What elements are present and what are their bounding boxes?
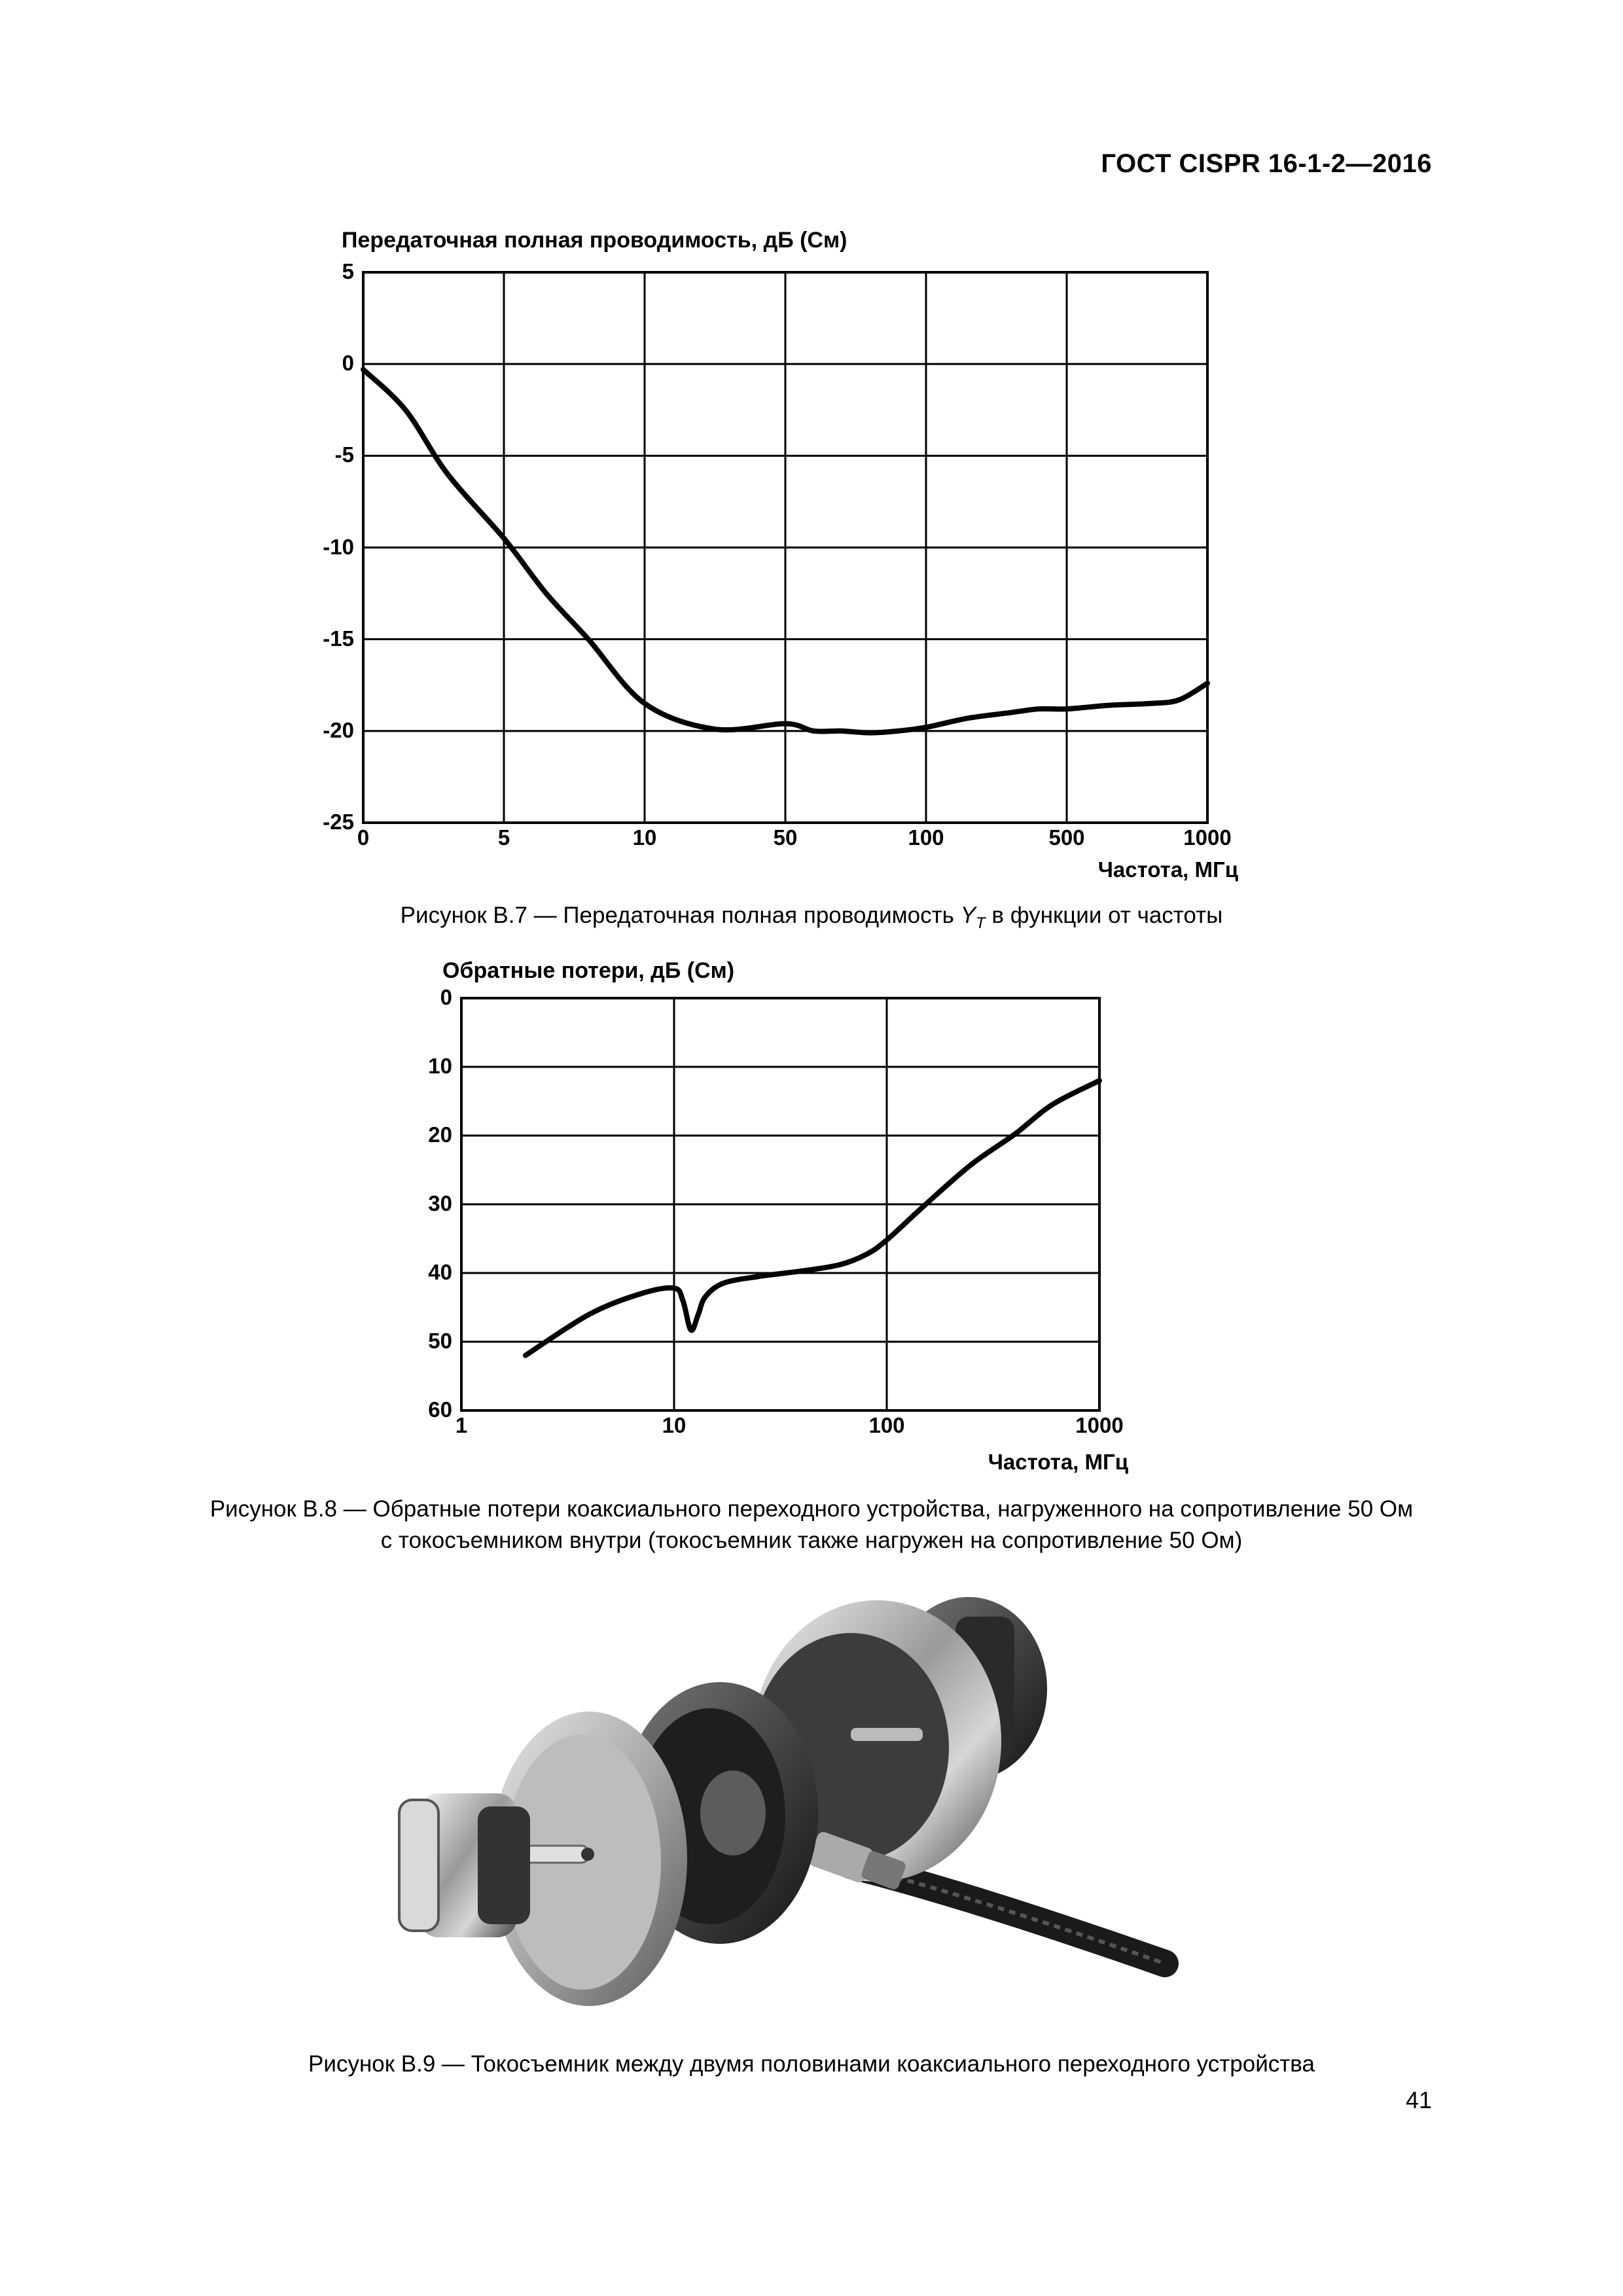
page-number: 41 [1405,2087,1432,2113]
figure-b7-caption [0,900,1623,939]
chart1-y-tick-label: 0 [342,351,354,376]
chart1-x-tick-label: 50 [773,825,798,850]
figure-b7-caption-suffix: в функции от частоты [985,903,1223,928]
chart1-x-tick-label: 500 [1048,825,1085,850]
chart1-x-tick-label: 1000 [1183,825,1232,850]
chart1-y-tick-label: -5 [334,442,354,467]
chart1-title: Передаточная полная проводимость, дБ (См) [342,228,847,253]
chart1-x-tick-label: 10 [632,825,657,850]
chart1-y-tick-label: -10 [323,534,354,559]
chart1-plot [353,262,1217,825]
chart2-y-tick-label: 30 [428,1191,452,1215]
figure-b8-caption-line2: с токосъемником внутри (токосъемник также нагружен на сопротивление 50 Ом) [380,1528,1243,1553]
chart1-y-tick-label: 5 [342,259,354,283]
chart1-y-tick-label: -20 [323,717,354,742]
chart1-y-tick-label: -25 [323,810,354,834]
chart1-x-tick-label: 100 [908,825,944,850]
chart2-y-tick-label: 20 [428,1122,452,1147]
chart2-x-tick-label: 1 [455,1413,468,1437]
figure-b7-caption-subscript: T [976,914,986,932]
chart1-grid [363,272,1207,823]
chart2-y-tick-label: 10 [428,1054,452,1078]
chart1-x-tick-label: 5 [497,825,510,850]
chart2-y-tick-label: 50 [428,1329,452,1353]
chart2-plot [452,988,1106,1420]
chart1-xlabel: Частота, МГц [1097,857,1238,882]
chart2-x-tick-label: 10 [662,1413,687,1437]
chart2-series-line [526,1081,1099,1355]
figure-b9-caption: Рисунок B.9 — Токосъемник между двумя половинами коаксиального переходного устройства [308,2051,1315,2077]
chart2-y-tick-label: 0 [440,985,452,1009]
figure-b7-caption-prefix: Рисунок B.7 — Передаточная полная проводимость [400,903,961,928]
chart2-x-tick-label: 1000 [1075,1413,1124,1437]
chart2-y-tick-label: 40 [428,1260,452,1284]
figure-b7-caption-symbol: Y [960,903,976,928]
chart2-title: Обратные потери, дБ (См) [442,958,735,983]
chart1-y-tick-label: -15 [323,626,354,651]
chart2-xlabel: Частота, МГц [988,1450,1128,1474]
figure-b8-caption-line1: Рисунок B.8 — Обратные потери коаксиального переходного устройства, нагруженного на сопротивление 50 Ом [209,1496,1414,1522]
chart1-x-tick-label: 0 [357,825,370,850]
current-probe-photo [380,1577,1230,2049]
document-header: ГОСТ CISPR 16-1-2—2016 [1101,149,1432,178]
chart2-grid [461,998,1099,1410]
chart2-x-tick-label: 100 [868,1413,905,1437]
chart2-y-tick-label: 60 [428,1397,452,1422]
